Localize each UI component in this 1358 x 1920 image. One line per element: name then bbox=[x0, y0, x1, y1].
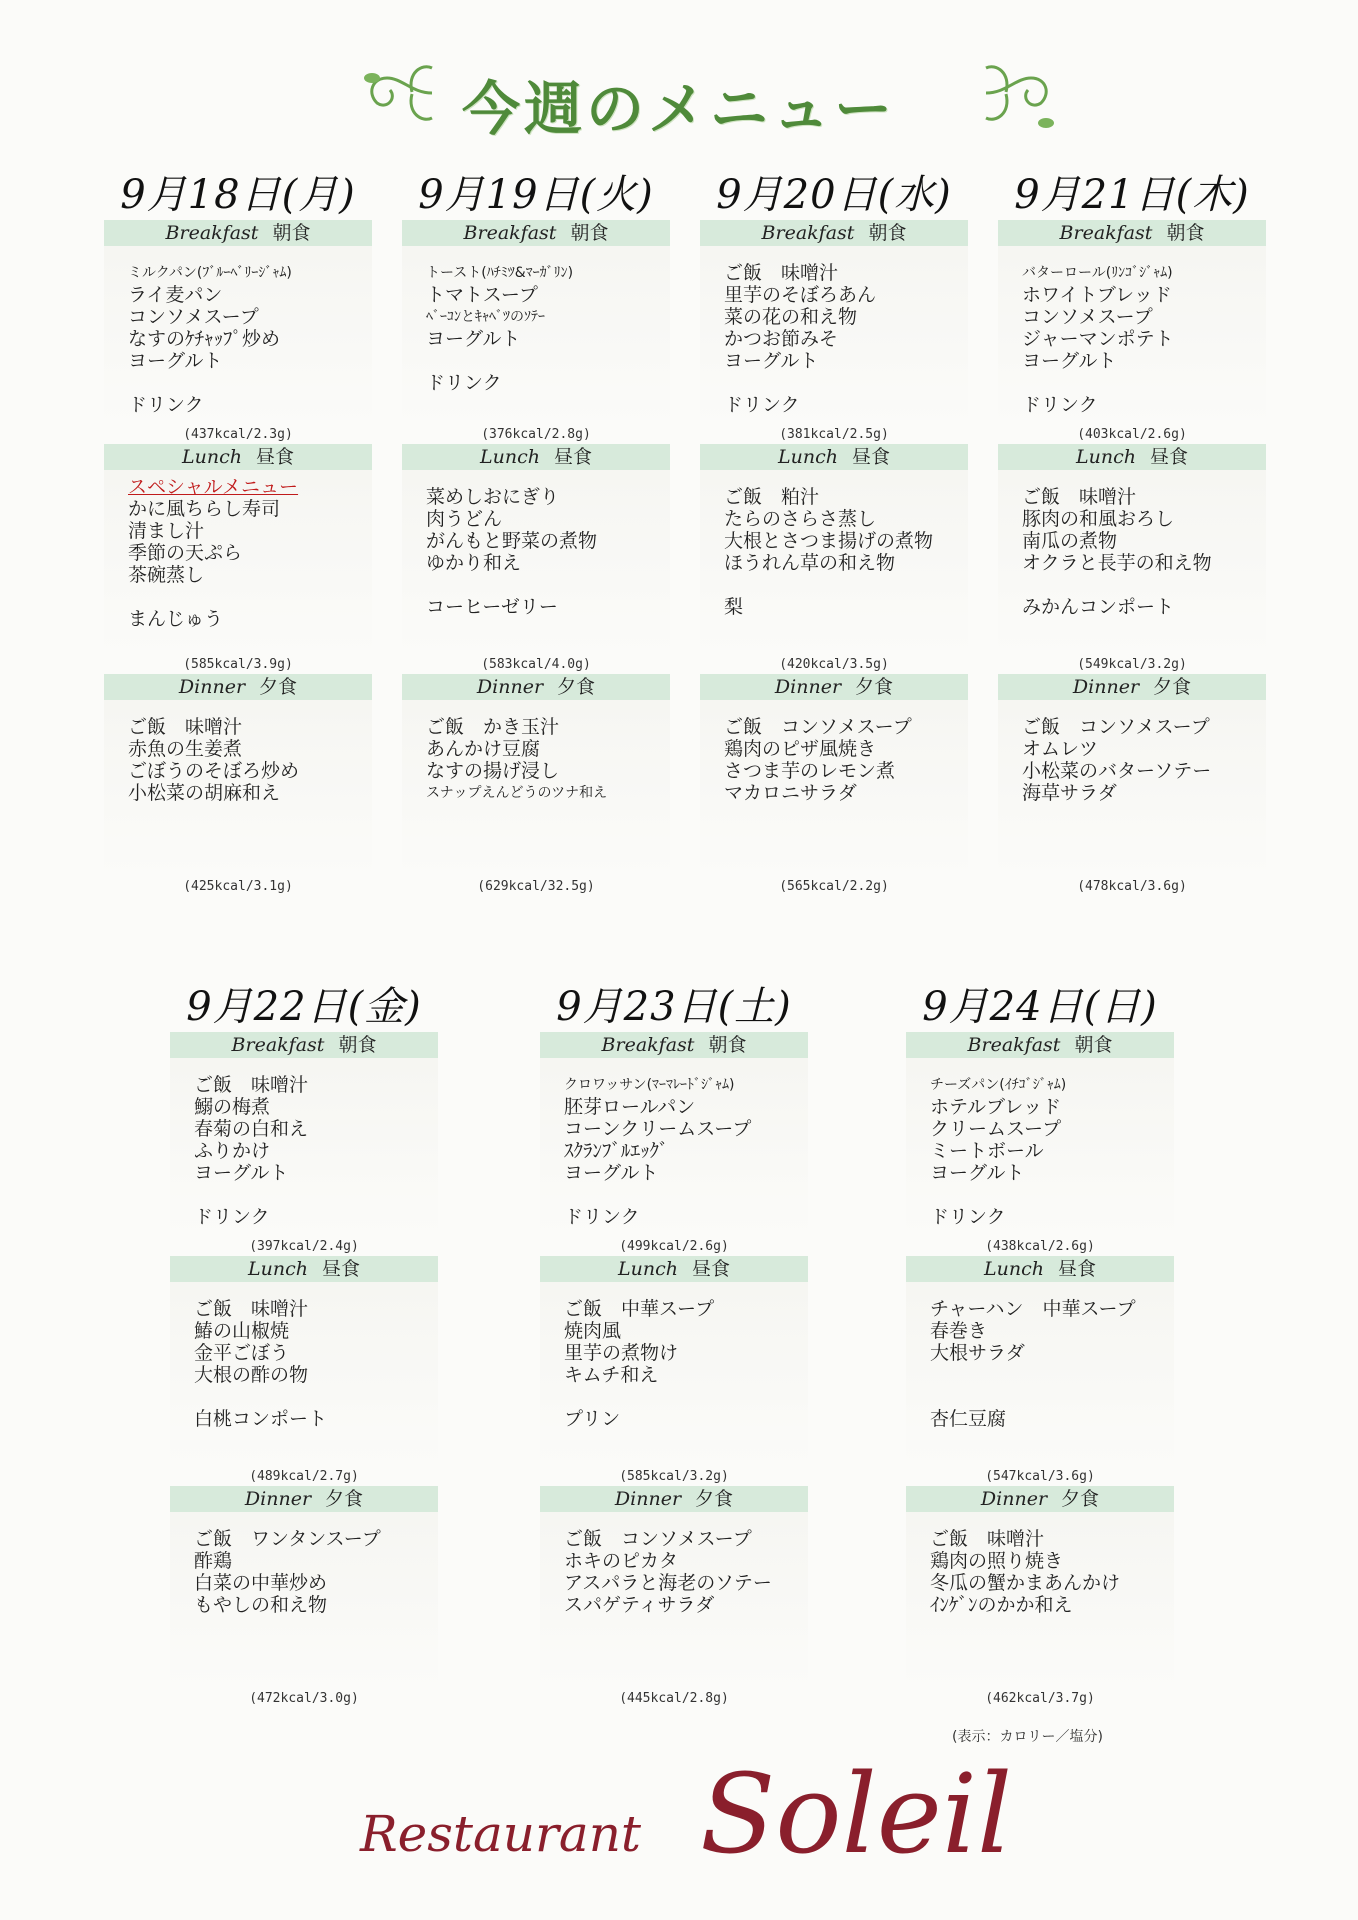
calorie-salt-info: (438kcal/2.6g) bbox=[985, 1239, 1095, 1254]
menu-item: かに風ちらし寿司 bbox=[128, 498, 281, 520]
menu-item: 小松菜のバターソテー bbox=[1022, 760, 1212, 782]
menu-item: ヨーグルト bbox=[426, 328, 521, 350]
menu-item: 大根の酢の物 bbox=[194, 1364, 309, 1386]
meal-name-japanese: 朝食 bbox=[272, 222, 311, 244]
menu-item: ホテルブレッド bbox=[930, 1096, 1062, 1118]
meal-items bbox=[402, 700, 670, 878]
meal-name-english: Dinner bbox=[476, 676, 544, 698]
meal-items bbox=[998, 700, 1266, 878]
meal-name-english: Lunch bbox=[778, 446, 838, 468]
meal-items bbox=[998, 246, 1266, 426]
menu-item: 焼肉風 bbox=[564, 1320, 622, 1342]
meal-name-english: Breakfast bbox=[601, 1034, 695, 1056]
meal-name-english: Lunch bbox=[618, 1258, 678, 1280]
menu-item: ヨーグルト bbox=[1022, 350, 1117, 372]
menu-item: チャーハン 中華スープ bbox=[930, 1298, 1136, 1320]
meal-name-english: Dinner bbox=[614, 1488, 682, 1510]
calorie-salt-info: (489kcal/2.7g) bbox=[249, 1469, 359, 1484]
menu-item: がんもと野菜の煮物 bbox=[426, 530, 598, 552]
meal-name-japanese: 昼食 bbox=[851, 446, 890, 468]
menu-item bbox=[128, 372, 372, 394]
meal-name-japanese: 夕食 bbox=[325, 1488, 364, 1510]
menu-item: ヨーグルト bbox=[128, 350, 223, 372]
meal-header bbox=[402, 444, 670, 470]
day-date-title: 9月22日(金) bbox=[186, 984, 422, 1030]
meal-header bbox=[700, 444, 968, 470]
menu-item bbox=[1022, 574, 1266, 596]
meal-header bbox=[402, 220, 670, 246]
meal-name-japanese: 朝食 bbox=[338, 1034, 377, 1056]
calorie-salt-info: (585kcal/3.2g) bbox=[619, 1469, 729, 1484]
menu-item: 大根サラダ bbox=[930, 1342, 1025, 1364]
menu-item: オクラと長芋の和え物 bbox=[1022, 552, 1212, 574]
menu-item bbox=[426, 574, 670, 596]
calorie-salt-info: (549kcal/3.2g) bbox=[1077, 657, 1187, 672]
menu-item: 里芋のそぼろあん bbox=[724, 284, 877, 306]
meal-name-english: Dinner bbox=[774, 676, 842, 698]
special-menu-label: スペシャルメニュー bbox=[128, 476, 299, 498]
meal-name-english: Lunch bbox=[248, 1258, 308, 1280]
menu-item: 春菊の白和え bbox=[194, 1118, 309, 1140]
meal-header bbox=[170, 1032, 438, 1058]
calorie-salt-info: (462kcal/3.7g) bbox=[985, 1691, 1095, 1706]
menu-item: ミートボール bbox=[930, 1140, 1044, 1162]
menu-item: ご飯 かき玉汁 bbox=[426, 716, 560, 738]
menu-item: 菜の花の和え物 bbox=[724, 306, 858, 328]
menu-item: ご飯 中華スープ bbox=[564, 1298, 715, 1320]
menu-item: ドリンク bbox=[930, 1206, 1006, 1228]
menu-item: ゆかり和え bbox=[426, 552, 522, 574]
meal-name-japanese: 夕食 bbox=[259, 676, 298, 698]
meal-name-english: Lunch bbox=[1076, 446, 1136, 468]
page-title: 今週のメニュー bbox=[461, 75, 896, 143]
menu-item: ﾍﾞｰｺﾝとｷｬﾍﾞﾂのｿﾃｰ bbox=[426, 309, 545, 325]
menu-item: ご飯 味噌汁 bbox=[128, 716, 243, 738]
menu-item: コーンクリームスープ bbox=[564, 1118, 752, 1140]
meal-name-japanese: 朝食 bbox=[868, 222, 907, 244]
meal-header bbox=[402, 674, 670, 700]
logo-restaurant-text: Restaurant bbox=[360, 1805, 642, 1863]
menu-item: 清まし汁 bbox=[128, 520, 205, 542]
meal-items bbox=[540, 1058, 808, 1238]
menu-item: ご飯 味噌汁 bbox=[724, 262, 839, 284]
menu-item: ご飯 味噌汁 bbox=[930, 1528, 1045, 1550]
meal-header bbox=[540, 1032, 808, 1058]
menu-item: 小松菜の胡麻和え bbox=[128, 782, 281, 804]
meal-name-english: Dinner bbox=[980, 1488, 1048, 1510]
meal-name-english: Dinner bbox=[244, 1488, 312, 1510]
calorie-salt-info: (629kcal/32.5g) bbox=[477, 879, 595, 894]
meal-header bbox=[906, 1256, 1174, 1282]
menu-item: 大根とさつま揚げの煮物 bbox=[724, 530, 934, 552]
menu-item bbox=[194, 1184, 438, 1206]
meal-items bbox=[540, 1282, 808, 1468]
logo-soleil-text: Soleil bbox=[700, 1750, 1013, 1878]
meal-items bbox=[170, 1512, 438, 1690]
menu-item: ドリンク bbox=[724, 394, 800, 416]
meal-header bbox=[906, 1486, 1174, 1512]
menu-item: コンソメスープ bbox=[128, 306, 259, 328]
meal-name-japanese: 昼食 bbox=[321, 1258, 360, 1280]
meal-items bbox=[998, 470, 1266, 656]
meal-items bbox=[104, 700, 372, 878]
menu-item: たらのさらさ蒸し bbox=[724, 508, 877, 530]
day-date-title: 9月20日(水) bbox=[716, 172, 952, 218]
meal-header bbox=[700, 674, 968, 700]
menu-item: ふりかけ bbox=[194, 1140, 271, 1162]
meal-name-english: Breakfast bbox=[463, 222, 557, 244]
menu-item: ご飯 味噌汁 bbox=[1022, 486, 1137, 508]
day-column bbox=[906, 982, 1174, 1708]
menu-item: ヨーグルト bbox=[564, 1162, 659, 1184]
menu-item: 肉うどん bbox=[426, 508, 503, 530]
meal-header bbox=[104, 444, 372, 470]
day-date-title: 9月19日(火) bbox=[418, 172, 654, 218]
calorie-salt-info: (445kcal/2.8g) bbox=[619, 1691, 729, 1706]
calorie-salt-info: (397kcal/2.4g) bbox=[249, 1239, 359, 1254]
menu-item: コンソメスープ bbox=[1022, 306, 1153, 328]
meal-header bbox=[998, 220, 1266, 246]
menu-item bbox=[564, 1184, 808, 1206]
calorie-salt-info: (425kcal/3.1g) bbox=[183, 879, 293, 894]
menu-item: 胚芽ロールパン bbox=[564, 1096, 696, 1118]
menu-item: ご飯 粕汁 bbox=[724, 486, 820, 508]
meal-name-japanese: 夕食 bbox=[557, 676, 596, 698]
menu-item: トースト(ﾊﾁﾐﾂ&ﾏｰｶﾞﾘﾝ) bbox=[426, 265, 574, 281]
menu-item: 白桃コンポート bbox=[194, 1408, 328, 1430]
menu-item: ｽｸﾗﾝﾌﾞﾙｴｯｸﾞ bbox=[564, 1140, 669, 1162]
menu-item: ジャーマンポテト bbox=[1022, 328, 1174, 350]
menu-item: ご飯 コンソメスープ bbox=[564, 1528, 752, 1550]
menu-item: さつま芋のレモン煮 bbox=[724, 760, 896, 782]
menu-item: ライ麦パン bbox=[128, 284, 223, 306]
menu-item: ご飯 味噌汁 bbox=[194, 1298, 309, 1320]
meal-name-japanese: 夕食 bbox=[695, 1488, 734, 1510]
menu-item: 酢鶏 bbox=[194, 1550, 233, 1572]
meal-name-english: Breakfast bbox=[761, 222, 855, 244]
meal-name-japanese: 昼食 bbox=[1057, 1258, 1096, 1280]
menu-item: 梨 bbox=[724, 596, 744, 618]
menu-item: もやしの和え物 bbox=[194, 1594, 328, 1616]
menu-item bbox=[930, 1386, 1174, 1408]
menu-item: なすのｹﾁｬｯﾌﾟ炒め bbox=[128, 328, 281, 350]
menu-item: 春巻き bbox=[930, 1320, 988, 1342]
meal-items bbox=[170, 1282, 438, 1468]
meal-name-english: Breakfast bbox=[165, 222, 259, 244]
menu-item: 菜めしおにぎり bbox=[426, 486, 560, 508]
meal-items bbox=[700, 700, 968, 878]
menu-item: なすの揚げ浸し bbox=[426, 760, 560, 782]
meal-name-japanese: 昼食 bbox=[553, 446, 592, 468]
menu-item: 冬瓜の蟹かまあんかけ bbox=[930, 1572, 1121, 1594]
calorie-salt-info: (381kcal/2.5g) bbox=[779, 427, 889, 442]
meal-header bbox=[104, 220, 372, 246]
menu-item: かつお節みそ bbox=[724, 328, 839, 350]
menu-item: 鶏肉のピザ風焼き bbox=[724, 738, 877, 760]
menu-item: アスパラと海老のソテー bbox=[564, 1572, 772, 1594]
meal-header bbox=[998, 444, 1266, 470]
menu-item: ご飯 コンソメスープ bbox=[1022, 716, 1210, 738]
menu-item: ご飯 コンソメスープ bbox=[724, 716, 912, 738]
menu-item: バターロール(ﾘﾝｺﾞｼﾞｬﾑ) bbox=[1022, 265, 1173, 281]
menu-item: プリン bbox=[564, 1408, 621, 1430]
calorie-salt-info: (437kcal/2.3g) bbox=[183, 427, 293, 442]
day-date-title: 9月23日(土) bbox=[556, 984, 792, 1030]
menu-item: ドリンク bbox=[128, 394, 204, 416]
calorie-salt-info: (565kcal/2.2g) bbox=[779, 879, 889, 894]
meal-items bbox=[700, 470, 968, 656]
menu-item: ごぼうのそぼろ炒め bbox=[128, 760, 300, 782]
nutrition-note: (表示：カロリー／塩分) bbox=[952, 1729, 1103, 1745]
meal-name-japanese: 昼食 bbox=[691, 1258, 730, 1280]
menu-item: ドリンク bbox=[194, 1206, 270, 1228]
meal-name-english: Lunch bbox=[480, 446, 540, 468]
meal-items bbox=[402, 246, 670, 426]
calorie-salt-info: (583kcal/4.0g) bbox=[481, 657, 591, 672]
menu-item: ご飯 味噌汁 bbox=[194, 1074, 309, 1096]
menu-item: 里芋の煮物け bbox=[564, 1342, 679, 1364]
menu-item: 杏仁豆腐 bbox=[930, 1408, 1007, 1430]
meal-name-english: Lunch bbox=[182, 446, 242, 468]
meal-header bbox=[104, 674, 372, 700]
right-vine-ornament-icon bbox=[976, 48, 1066, 138]
menu-item: オムレツ bbox=[1022, 738, 1099, 760]
menu-item: 南瓜の煮物 bbox=[1022, 530, 1118, 552]
menu-item: マカロニサラダ bbox=[724, 782, 857, 804]
day-column bbox=[104, 170, 372, 896]
menu-item: ドリンク bbox=[1022, 394, 1098, 416]
meal-header bbox=[170, 1256, 438, 1282]
meal-name-japanese: 朝食 bbox=[1166, 222, 1205, 244]
day-date-title: 9月21日(木) bbox=[1014, 172, 1250, 218]
menu-item: キムチ和え bbox=[564, 1364, 659, 1386]
day-date-title: 9月18日(月) bbox=[120, 172, 356, 218]
meal-header bbox=[906, 1032, 1174, 1058]
day-column bbox=[540, 982, 808, 1708]
meal-name-japanese: 朝食 bbox=[708, 1034, 747, 1056]
calorie-salt-info: (420kcal/3.5g) bbox=[779, 657, 889, 672]
meal-name-japanese: 夕食 bbox=[855, 676, 894, 698]
meal-header bbox=[540, 1256, 808, 1282]
calorie-salt-info: (478kcal/3.6g) bbox=[1077, 879, 1187, 894]
menu-item: クリームスープ bbox=[930, 1118, 1062, 1140]
menu-item: 鰆の山椒焼 bbox=[194, 1320, 290, 1342]
menu-item: まんじゅう bbox=[128, 608, 224, 630]
menu-item: 赤魚の生姜煮 bbox=[128, 738, 243, 760]
meal-name-english: Dinner bbox=[178, 676, 246, 698]
day-date-title: 9月24日(日) bbox=[922, 984, 1158, 1030]
meal-items bbox=[104, 246, 372, 426]
calorie-salt-info: (403kcal/2.6g) bbox=[1077, 427, 1187, 442]
day-column bbox=[998, 170, 1266, 896]
meal-name-english: Breakfast bbox=[967, 1034, 1061, 1056]
meal-items bbox=[906, 1512, 1174, 1690]
menu-item bbox=[724, 372, 968, 394]
meal-name-english: Breakfast bbox=[1059, 222, 1153, 244]
menu-item: あんかけ豆腐 bbox=[426, 738, 541, 760]
menu-item: ほうれん草の和え物 bbox=[724, 552, 896, 574]
menu-item: トマトスープ bbox=[426, 284, 538, 306]
meal-name-english: Lunch bbox=[984, 1258, 1044, 1280]
meal-name-japanese: 昼食 bbox=[1149, 446, 1188, 468]
menu-item: ヨーグルト bbox=[724, 350, 819, 372]
meal-items bbox=[906, 1058, 1174, 1238]
menu-item: ホワイトブレッド bbox=[1022, 284, 1172, 306]
meal-header bbox=[540, 1486, 808, 1512]
menu-item: チーズパン(ｲﾁｺﾞｼﾞｬﾑ) bbox=[930, 1077, 1067, 1093]
menu-item: ホキのピカタ bbox=[564, 1550, 679, 1572]
menu-item: スパゲティサラダ bbox=[564, 1594, 715, 1616]
menu-item: ドリンク bbox=[564, 1206, 640, 1228]
calorie-salt-info: (376kcal/2.8g) bbox=[481, 427, 591, 442]
meal-items bbox=[700, 246, 968, 426]
menu-item: クロワッサン(ﾏｰﾏﾚｰﾄﾞｼﾞｬﾑ) bbox=[564, 1077, 735, 1093]
menu-item: 茶碗蒸し bbox=[128, 564, 205, 586]
meal-items bbox=[402, 470, 670, 656]
menu-item bbox=[194, 1386, 438, 1408]
menu-item: ご飯 ワンタンスープ bbox=[194, 1528, 381, 1550]
meal-name-japanese: 朝食 bbox=[570, 222, 609, 244]
meal-items bbox=[104, 470, 372, 656]
menu-item: ヨーグルト bbox=[930, 1162, 1025, 1184]
menu-item: ｲﾝｹﾞﾝのかか和え bbox=[930, 1594, 1073, 1616]
day-column bbox=[700, 170, 968, 896]
menu-item bbox=[128, 586, 372, 608]
calorie-salt-info: (472kcal/3.0g) bbox=[249, 1691, 359, 1706]
menu-item: みかんコンポート bbox=[1022, 596, 1175, 618]
menu-item bbox=[564, 1386, 808, 1408]
day-column bbox=[402, 170, 670, 896]
calorie-salt-info: (585kcal/3.9g) bbox=[183, 657, 293, 672]
menu-item: 白菜の中華炒め bbox=[194, 1572, 328, 1594]
menu-item bbox=[930, 1184, 1174, 1206]
menu-item: 海草サラダ bbox=[1022, 782, 1117, 804]
meal-name-japanese: 朝食 bbox=[1074, 1034, 1113, 1056]
meal-header bbox=[170, 1486, 438, 1512]
meal-header bbox=[700, 220, 968, 246]
meal-name-english: Dinner bbox=[1072, 676, 1140, 698]
day-column bbox=[170, 982, 438, 1708]
menu-item: ヨーグルト bbox=[194, 1162, 289, 1184]
menu-item bbox=[1022, 372, 1266, 394]
menu-item: ミルクパン(ﾌﾞﾙｰﾍﾞﾘｰｼﾞｬﾑ) bbox=[128, 265, 292, 281]
menu-item: 鰯の梅煮 bbox=[194, 1096, 271, 1118]
menu-item: 鶏肉の照り焼き bbox=[930, 1550, 1064, 1572]
meal-items bbox=[540, 1512, 808, 1690]
menu-item: 金平ごぼう bbox=[194, 1342, 290, 1364]
menu-item: ドリンク bbox=[426, 372, 502, 394]
menu-item: 豚肉の和風おろし bbox=[1022, 508, 1175, 530]
meal-header bbox=[998, 674, 1266, 700]
meal-name-japanese: 昼食 bbox=[255, 446, 294, 468]
meal-name-japanese: 夕食 bbox=[1153, 676, 1192, 698]
menu-item bbox=[724, 574, 968, 596]
menu-item: スナップえんどうのツナ和え bbox=[426, 785, 608, 801]
menu-item bbox=[426, 350, 670, 372]
menu-item: コーヒーゼリー bbox=[426, 596, 558, 618]
menu-item: 季節の天ぷら bbox=[128, 542, 243, 564]
meal-name-english: Breakfast bbox=[231, 1034, 325, 1056]
left-vine-ornament-icon bbox=[352, 48, 442, 138]
calorie-salt-info: (499kcal/2.6g) bbox=[619, 1239, 729, 1254]
calorie-salt-info: (547kcal/3.6g) bbox=[985, 1469, 1095, 1484]
menu-item bbox=[930, 1364, 1174, 1386]
meal-name-japanese: 夕食 bbox=[1061, 1488, 1100, 1510]
meal-items bbox=[906, 1282, 1174, 1468]
meal-items bbox=[170, 1058, 438, 1238]
